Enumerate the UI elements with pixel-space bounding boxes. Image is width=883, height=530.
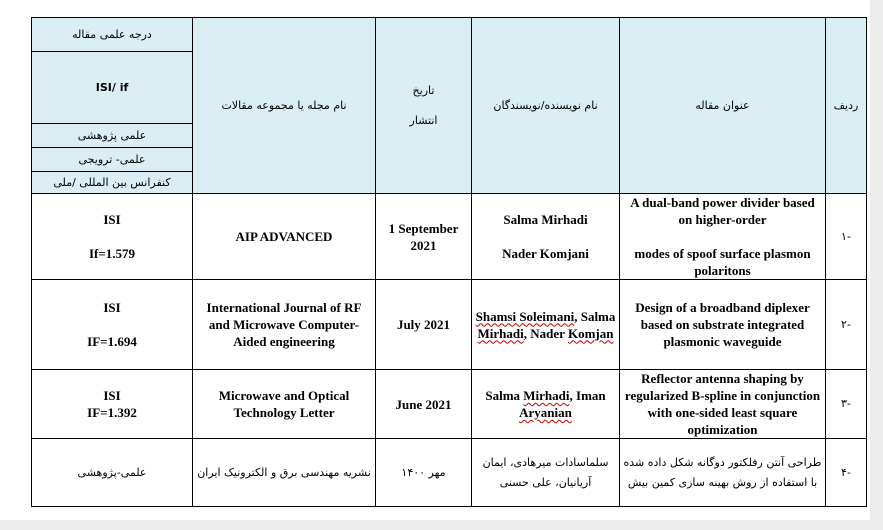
author-name: Shamsi Soleimani [475,308,575,324]
header-date [376,18,472,194]
journal-name: AIP ADVANCED [193,194,376,280]
journal-name: نشریه مهندسی برق و الکترونیک ایران [193,439,376,507]
impact-factor: IF=1.694 [87,334,137,349]
paper-title-part-2: modes of spoof surface plasmon polaritons [634,246,811,278]
header-date-line2: انتشار [409,114,438,127]
author-name: Mirhadi [477,325,524,341]
paper-title [620,194,826,280]
author-name: Nader Komjani [502,246,589,261]
paper-authors: Salma Mirhadi, Iman Aryanian [472,370,620,439]
journal-name: Microwave and Optical Technology Letter [193,370,376,439]
author-name: Komjan [567,325,614,341]
table-row [32,194,867,280]
header-degree: درجه علمی مقاله [32,18,193,52]
header-promo: علمی- ترویجی [32,148,193,172]
paper-title-part-1: A dual-band power divider based on higher-order [630,195,815,227]
paper-degree [32,194,193,280]
row-number: -۴ [826,439,867,507]
author-name: Mirhadi [523,388,570,403]
header-date-line1: تاریخ [412,84,435,97]
degree-label: ISI [103,388,121,403]
author-name: Salma Mirhadi [503,212,588,227]
header-research: علمی پژوهشی [32,124,193,148]
paper-degree [32,370,193,439]
paper-title: طراحی آنتن رفلکتور دوگانه شکل داده شده با استفاده از روش بهینه سازی کمین بیش [620,439,826,507]
paper-authors [472,194,620,280]
journal-name: International Journal of RF and Microwave Computer-Aided engineering [193,280,376,370]
publications-table [31,17,867,507]
row-number: -۳ [826,370,867,439]
header-conf: کنفرانس بین المللی /ملی [32,172,193,194]
paper-title: Reflector antenna shaping by regularized B-spline in conjunction with one-sided least square optimization [620,370,826,439]
paper-authors: Shamsi Soleimani, Salma Mirhadi, Nader Komjan [472,280,620,370]
header-title: عنوان مقاله [620,18,826,194]
header-row [32,18,867,52]
paper-degree: علمی-پژوهشی [32,439,193,507]
header-isi: ISI/ if [32,52,193,124]
header-journal: نام مجله یا مجموعه مقالات [193,18,376,194]
header-row-no: ردیف [826,18,867,194]
row-number: -۱ [826,194,867,280]
paper-title: Design of a broadband diplexer based on substrate integrated plasmonic waveguide [620,280,826,370]
table-row [32,439,867,507]
paper-authors: سلماسادات میرهادی، ایمان آریانیان، علی حسنی [472,439,620,507]
publish-date: July 2021 [376,280,472,370]
header-authors: نام نویسنده/نویسندگان [472,18,620,194]
page-edge-right [870,0,883,530]
paper-degree [32,280,193,370]
impact-factor: IF=1.392 [87,405,137,420]
page-edge-bottom [0,520,883,530]
table-row [32,280,867,370]
degree-label: ISI [103,212,121,227]
degree-label: ISI [103,300,121,315]
row-number: -۲ [826,280,867,370]
author-name: Aryanian [519,405,572,420]
publish-date: 1 September 2021 [376,194,472,280]
table-row [32,370,867,439]
publish-date: مهر ۱۴۰۰ [376,439,472,507]
impact-factor: If=1.579 [88,246,136,261]
publish-date: June 2021 [376,370,472,439]
